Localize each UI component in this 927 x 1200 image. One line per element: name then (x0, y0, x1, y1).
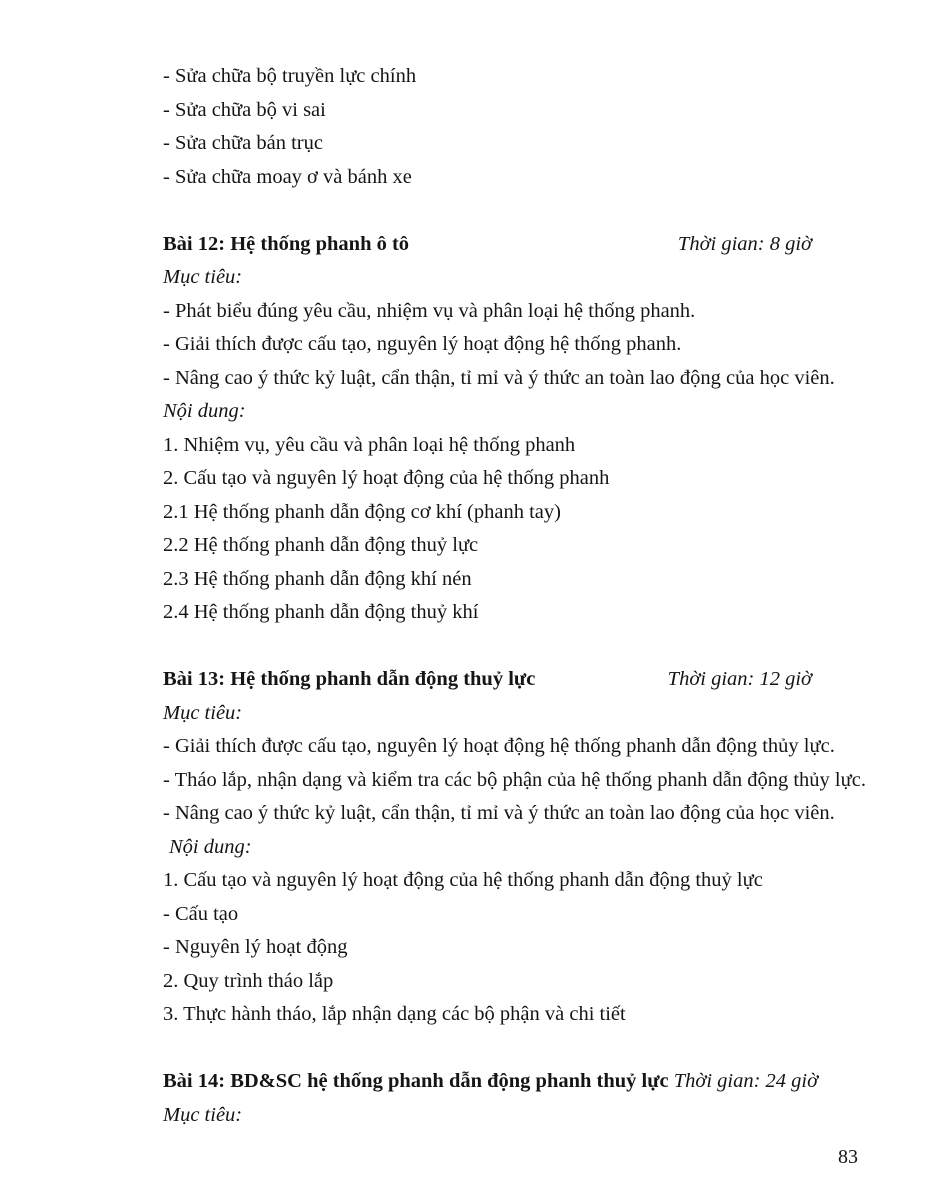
intro-item: - Sửa chữa moay ơ và bánh xe (163, 165, 412, 188)
content-item: 1. Cấu tạo và nguyên lý hoạt động của hệ thống phanh dẫn động thuỷ lực (163, 869, 763, 891)
objective-item: - Giải thích được cấu tạo, nguyên lý hoạt động hệ thống phanh dẫn động thủy lực. (163, 735, 835, 757)
section-heading-bai-13 (163, 663, 860, 697)
content-item: - Nguyên lý hoạt động (163, 936, 348, 958)
section-title: Bài 14: BD&SC hệ thống phanh dẫn động phanh thuỷ lực (163, 1070, 669, 1092)
content-item: 1. Nhiệm vụ, yêu cầu và phân loại hệ thống phanh (163, 433, 576, 456)
section-title: Bài 13: Hệ thống phanh dẫn động thuỷ lực (163, 668, 536, 690)
content-label: Nội dung: (163, 400, 246, 422)
section-heading-bai-12 (163, 228, 860, 262)
content-item: 2.3 Hệ thống phanh dẫn động khí nén (163, 567, 472, 590)
section-duration: Thời gian: 8 giờ (677, 232, 812, 255)
objective-item: - Tháo lắp, nhận dạng và kiểm tra các bộ phận của hệ thống phanh dẫn động thủy lực. (163, 768, 866, 791)
intro-item: - Sửa chữa bán trục (163, 132, 323, 154)
content-item: 2. Quy trình tháo lắp (163, 969, 334, 992)
section-heading-bai-14 (163, 1065, 860, 1099)
content-label: Nội dung: (169, 835, 252, 858)
blank-line (163, 194, 860, 228)
content-item: 3. Thực hành tháo, lắp nhận dạng các bộ phận và chi tiết (163, 1003, 626, 1025)
content-item: - Cấu tạo (163, 902, 239, 925)
blank-line (163, 630, 860, 664)
objective-item: - Phát biểu đúng yêu cầu, nhiệm vụ và phân loại hệ thống phanh. (163, 299, 696, 322)
intro-item: - Sửa chữa bộ truyền lực chính (163, 65, 417, 87)
blank-line (163, 1032, 860, 1066)
document-body (163, 60, 866, 1132)
section-duration: Thời gian: 12 giờ (667, 668, 812, 690)
objectives-label: Mục tiêu: (163, 701, 243, 724)
objective-item: - Giải thích được cấu tạo, nguyên lý hoạt động hệ thống phanh. (163, 333, 682, 355)
objectives-label: Mục tiêu: (163, 266, 243, 288)
objective-item: - Nâng cao ý thức kỷ luật, cẩn thận, tỉ mỉ và ý thức an toàn lao động của học viên. (163, 366, 835, 389)
page-number: 83 (838, 1146, 858, 1168)
content-item: 2. Cấu tạo và nguyên lý hoạt động của hệ thống phanh (163, 467, 610, 489)
section-duration: Thời gian: 24 giờ (673, 1070, 819, 1092)
objectives-label: Mục tiêu: (163, 1103, 243, 1126)
content-item: 2.4 Hệ thống phanh dẫn động thuỷ khí (163, 601, 479, 623)
section-title: Bài 12: Hệ thống phanh ô tô (163, 232, 410, 255)
content-item: 2.2 Hệ thống phanh dẫn động thuỷ lực (163, 534, 479, 556)
intro-item: - Sửa chữa bộ vi sai (163, 98, 326, 121)
objective-item: - Nâng cao ý thức kỷ luật, cẩn thận, tỉ mỉ và ý thức an toàn lao động của học viên. (163, 802, 835, 824)
content-item: 2.1 Hệ thống phanh dẫn động cơ khí (phanh tay) (163, 500, 561, 523)
